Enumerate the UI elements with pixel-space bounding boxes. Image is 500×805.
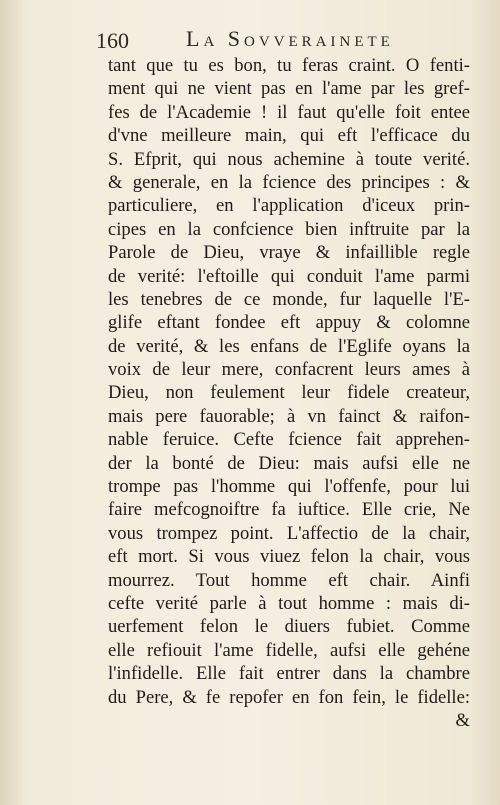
running-title: La Sovverainete — [186, 26, 394, 51]
text-line: voix de leur mere, confacrent leurs ames à — [108, 359, 470, 381]
text-line: les tenebres de ce monde, fur laquelle l'E- — [108, 288, 470, 310]
text-line: mais pere fauorable; à vn fainct & raifon- — [108, 405, 470, 427]
page-number: 160 — [96, 28, 129, 53]
text-line: eft mort. Si vous viuez felon la chair, vous — [108, 546, 470, 568]
text-line: S. Efprit, qui nous achemine à toute verité. — [108, 148, 470, 170]
catchword: & — [455, 709, 470, 731]
text-line: l'infidelle. Elle fait entrer dans la chambre — [108, 663, 470, 685]
text-line: de verité: l'eftoille qui conduit l'ame parmi — [108, 265, 470, 287]
text-line: particuliere, en l'application d'iceux prin- — [108, 195, 470, 217]
text-line: uerfement felon le diuers fubiet. Comme — [108, 616, 470, 638]
text-line: mourrez. Tout homme eft chair. Ainfi — [108, 569, 470, 591]
text-line: tant que tu es bon, tu feras craint. O fenti- — [108, 55, 470, 76]
body-text — [108, 54, 470, 732]
text-line: du Pere, & fe repofer en fon fein, le fidelle: — [108, 686, 470, 708]
text-line: ment qui ne vient pas en l'ame par les gref- — [108, 78, 470, 100]
text-line: Dieu, non feulement leur fidele createur, — [108, 382, 470, 404]
text-line: cefte verité parle à tout homme : mais di- — [108, 592, 470, 614]
text-line: elle refiouit l'ame fidelle, aufsi elle gehéne — [108, 639, 470, 661]
text-line: cipes en la confcience bien inftruite par la — [108, 218, 470, 240]
text-line: trompe pas l'homme qui l'offenfe, pour lui — [108, 476, 470, 498]
text-line: glife eftant fondee eft appuy & colomne — [108, 312, 470, 334]
text-line: de verité, & les enfans de l'Eglife oyans la — [108, 335, 470, 357]
text-line: & generale, en la fcience des principes : & — [108, 171, 470, 193]
text-line: der la bonté de Dieu: mais aufsi elle ne — [108, 452, 470, 474]
text-line: nable feruice. Cefte fcience fait apprehen- — [108, 429, 470, 451]
text-line: fes de l'Academie ! il faut qu'elle foit entee — [108, 101, 470, 123]
text-line: faire mefcognoiftre fa iuftice. Elle crie, Ne — [108, 499, 470, 521]
page-header — [96, 26, 476, 56]
text-line: d'vne meilleure main, qui eft l'efficace du — [108, 125, 470, 147]
text-line: Parole de Dieu, vraye & infaillible regle — [108, 242, 470, 264]
text-line: vous trompez point. L'affectio de la chair, — [108, 522, 470, 544]
